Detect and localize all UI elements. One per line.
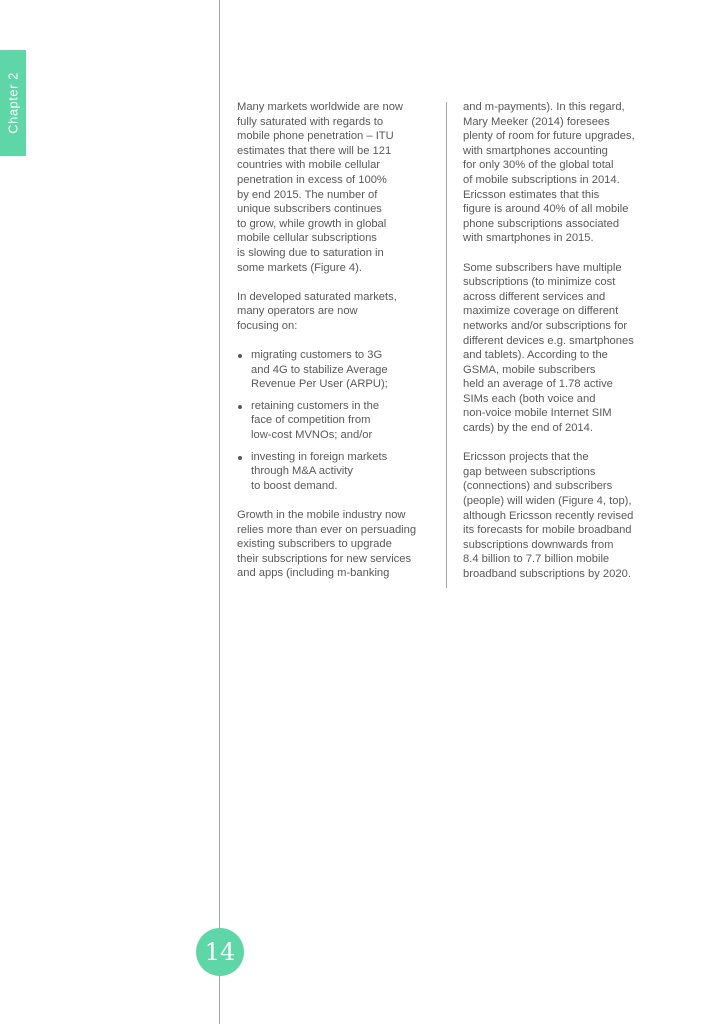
page-number: 14 [196,928,244,976]
paragraph-operators-focus: In developed saturated markets, many operators are now focusing on: [237,290,397,332]
right-column [463,100,663,596]
chapter-label: Chapter 2 [5,72,21,134]
column-divider [446,102,447,588]
bullet-icon [238,354,242,358]
paragraph-smartphones: and m-payments). In this regard, Mary Meeker (2014) foresees plenty of room for future upgrades, with smartphones accounting for only 30% of the global total of mobile subscriptions in 2014. Ericsson estimates that this figure is around 40% of all mobile phone subscriptions associated with smartphones in 2015. [463,101,635,245]
paragraph-multiple-subscriptions: Some subscribers have multiple subscriptions (to minimize cost across different services and maximize coverage on different networks and/or subscriptions for different devices e.g. smartphones and tablets). According to the GSMA, mobile subscribers held an average of 1.78 active SIMs each (both voice and non-voice mobile Internet SIM cards) by the end of 2014. [463,261,634,435]
bullet-text: investing in foreign markets through M&A activity to boost demand. [251,450,388,492]
bullet-text: retaining customers in the face of competition from low-cost MVNOs; and/or [251,399,380,442]
bullet-text: migrating customers to 3G and 4G to stabilize Average Revenue Per User (ARPU); [251,349,388,391]
paragraph-ericsson-projection: Ericsson projects that the gap between subscriptions (connections) and subscribers (people) will widen (Figure 4, top), although Ericsson recently revised its forecasts for mobile broadband subscriptions downwards from 8.4 billion to 7.7 billion mobile broadband subscriptions by 2020. [463,451,634,580]
paragraph-saturation: Many markets worldwide are now fully saturated with regards to mobile phone penetration – ITU estimates that there will be 121 countries with mobile cellular penetration in excess of 100% by end 2015. The number of unique subscribers continues to grow, while growth in global mobile cellular subscriptions is slowing due to saturation in some markets (Figure 4). [237,101,404,274]
focus-bullet-list [237,348,437,493]
paragraph-growth: Growth in the mobile industry now relies more than ever on persuading existing subscribers to upgrade their subscriptions for new services and apps (including m-banking [237,509,417,580]
page-divider [219,0,220,1024]
chapter-tab [0,50,26,156]
list-item [237,450,437,494]
list-item [237,348,437,392]
list-item [237,399,437,443]
bullet-icon [238,405,242,409]
left-column [237,100,437,596]
bullet-icon [238,456,242,460]
